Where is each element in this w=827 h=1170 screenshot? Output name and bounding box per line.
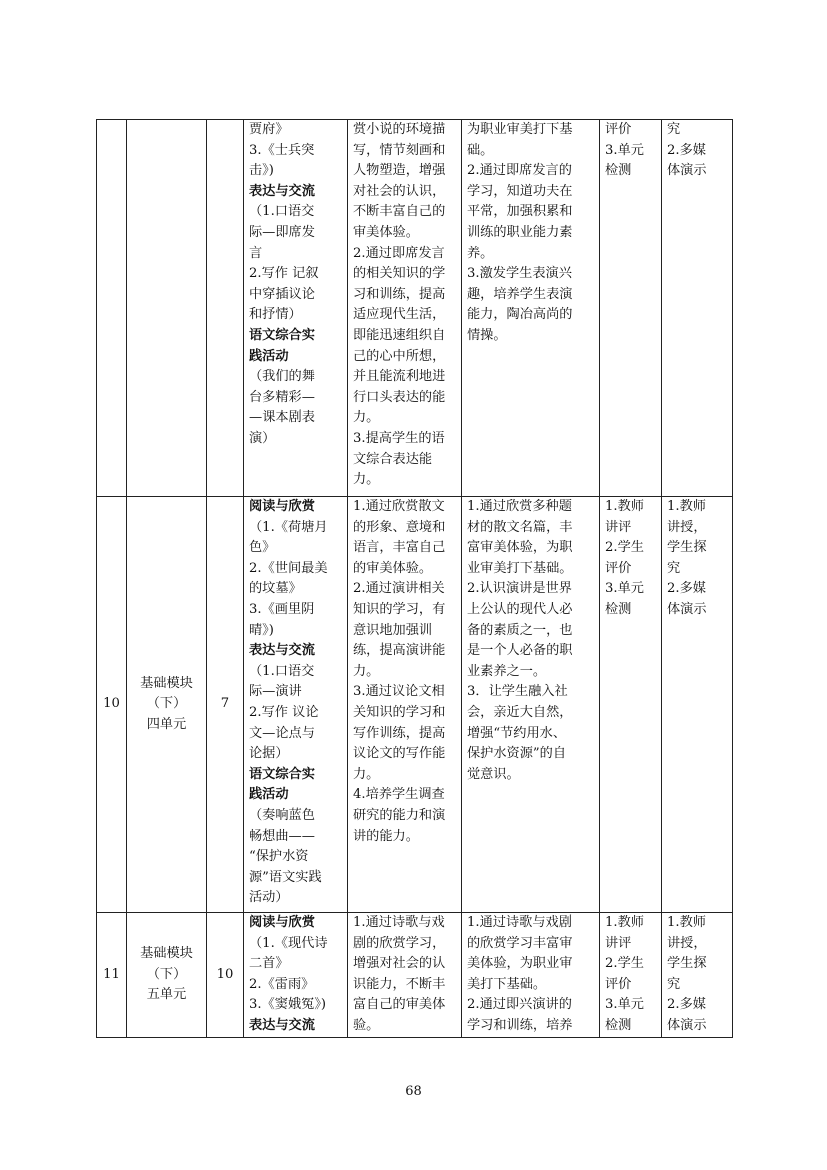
quality-line: 的欣赏学习丰富审 <box>467 935 573 951</box>
content-cell <box>244 913 348 1038</box>
method-line: 讲授， <box>667 519 707 535</box>
quality-line: 2.通过即兴演讲的 <box>467 997 572 1013</box>
objective-line: 富自己的审美体 <box>353 997 446 1013</box>
content-line: （奏响蓝色 <box>249 807 315 823</box>
content-line: 2.《雷雨》 <box>249 976 315 992</box>
content-line: 的坟墓》 <box>249 581 302 597</box>
evaluation-line: 评价 <box>605 976 632 992</box>
content-line: 击》) <box>249 163 274 179</box>
evaluation-cell <box>600 120 662 497</box>
quality-line: 备的素质之一，也 <box>467 622 573 638</box>
quality-line: 上公认的现代人必 <box>467 601 573 617</box>
objective-line: 讲的能力。 <box>353 828 419 844</box>
evaluation-line: 2.学生 <box>605 956 644 972</box>
objective-line: 即能迅速组织自 <box>353 327 446 343</box>
content-line: 2.《世间最美 <box>249 560 328 576</box>
table-row <box>97 497 733 913</box>
module-line: 基础模块 <box>140 946 193 962</box>
method-line: 体演示 <box>667 163 707 179</box>
quality-line: 3.激发学生表演兴 <box>467 266 572 282</box>
content-line: 论据） <box>249 746 289 762</box>
objective-line: 意识地加强训 <box>353 622 433 638</box>
objective-line: 2.通过演讲相关 <box>353 581 445 597</box>
content-line: 中穿插议论 <box>249 286 315 302</box>
quality-line: 材的散文名篇，丰 <box>467 519 573 535</box>
content-line: 3.《士兵突 <box>249 142 315 158</box>
content-line: （我们的舞 <box>249 369 315 385</box>
content-line: 3.《窦娥冤》) <box>249 997 327 1013</box>
objectives-cell <box>348 913 462 1038</box>
content-line: 源”语文实践 <box>249 869 322 885</box>
hours-cell <box>207 913 244 1038</box>
objective-line: 力。 <box>353 663 380 679</box>
quality-cell <box>462 913 600 1038</box>
content-line: 畅想曲—— <box>249 828 315 844</box>
evaluation-line: 检测 <box>605 601 632 617</box>
content-heading: 阅读与欣赏 <box>249 915 315 930</box>
objective-line: 写作训练，提高 <box>353 725 446 741</box>
quality-line: 训练的职业能力素 <box>467 224 573 240</box>
objective-line: 习和训练，提高 <box>353 286 446 302</box>
method-line: 1.教师 <box>667 499 706 514</box>
content-line: 晴》) <box>249 622 274 638</box>
hours-cell <box>207 120 244 497</box>
evaluation-line: 3.单元 <box>605 997 644 1013</box>
content-cell <box>244 120 348 497</box>
objective-line: 的相关知识的学 <box>353 266 446 282</box>
module-cell <box>127 913 207 1038</box>
evaluation-line: 3.单元 <box>605 142 644 158</box>
objective-line: 对社会的认识， <box>353 183 446 199</box>
hours-value: 10 <box>216 966 234 982</box>
content-line: （1.口语交 <box>249 204 315 220</box>
content-line: （1.《荷塘月 <box>249 519 328 535</box>
objective-line: 不断丰富自己的 <box>353 204 446 220</box>
evaluation-line: 检测 <box>605 163 632 179</box>
content-line: 2.写作 议论 <box>249 704 319 720</box>
row-number: 10 <box>103 696 120 712</box>
quality-line: 1.通过诗歌与戏剧 <box>467 915 572 930</box>
quality-line: 1.通过欣赏多种题 <box>467 499 572 514</box>
quality-line: 学习，知道功夫在 <box>467 183 573 199</box>
objective-line: 1.通过诗歌与戏 <box>353 915 445 930</box>
objective-line: 练，提高演讲能 <box>353 643 446 659</box>
objective-line: 力。 <box>353 472 380 488</box>
content-line: （1.《现代诗 <box>249 935 328 951</box>
content-line: 台多精彩— <box>249 389 315 405</box>
method-line: 学生探 <box>667 956 707 972</box>
row-number-cell <box>97 497 127 913</box>
quality-line: 情操。 <box>467 327 507 343</box>
evaluation-line: 2.学生 <box>605 540 644 556</box>
content-line: 演） <box>249 430 276 446</box>
module-cell <box>127 120 207 497</box>
objective-line: 的形象、意境和 <box>353 519 446 535</box>
method-line: 究 <box>667 122 681 137</box>
objective-line: 人物塑造，增强 <box>353 163 446 179</box>
quality-cell <box>462 120 600 497</box>
objective-line: 4.培养学生调查 <box>353 787 445 803</box>
quality-line: 业审美打下基础。 <box>467 560 573 576</box>
quality-line: 能力，陶冶高尚的 <box>467 307 573 323</box>
evaluation-line: 1.教师 <box>605 915 644 930</box>
objective-line: 写，情节刻画和 <box>353 142 446 158</box>
table-row <box>97 120 733 497</box>
objective-line: 1.通过欣赏散文 <box>353 499 445 514</box>
objective-line: 行口头表达的能 <box>353 389 446 405</box>
objective-line: 关知识的学习和 <box>353 704 446 720</box>
objective-line: 知识的学习，有 <box>353 601 446 617</box>
objective-line: 审美体验。 <box>353 224 419 240</box>
quality-line: 业素养之一。 <box>467 663 547 679</box>
content-line: 际—即席发 <box>249 224 315 240</box>
quality-line: 保护水资源”的自 <box>467 746 567 762</box>
quality-line: 为职业审美打下基 <box>467 122 573 137</box>
evaluation-line: 讲评 <box>605 519 632 535</box>
quality-line: 是一个人必备的职 <box>467 643 573 659</box>
method-line: 2.多媒 <box>667 142 706 158</box>
quality-line: 础。 <box>467 142 494 158</box>
content-heading: 表达与交流 <box>249 1017 315 1033</box>
hours-value: 7 <box>220 696 230 712</box>
method-cell <box>662 913 733 1038</box>
method-line: 究 <box>667 560 681 576</box>
content-heading: 表达与交流 <box>249 643 315 659</box>
objective-line: 力。 <box>353 410 380 426</box>
quality-line: 会，亲近大自然， <box>467 704 573 720</box>
objective-line: 赏小说的环境描 <box>353 122 446 137</box>
objective-line: 3.通过议论文相 <box>353 684 445 700</box>
objective-line: 识能力，不断丰 <box>353 976 446 992</box>
table-row <box>97 913 733 1038</box>
evaluation-line: 3.单元 <box>605 581 644 597</box>
content-heading: 践活动 <box>249 348 289 364</box>
evaluation-line: 讲评 <box>605 935 632 951</box>
module-line: 五单元 <box>146 987 187 1003</box>
quality-line: 平常，加强积累和 <box>467 204 573 220</box>
method-line: 讲授， <box>667 935 707 951</box>
content-heading: 阅读与欣赏 <box>249 499 315 514</box>
page-number: 68 <box>405 1084 422 1099</box>
content-heading: 语文综合实 <box>249 327 315 343</box>
method-line: 学生探 <box>667 540 707 556</box>
objective-line: 2.通过即席发言 <box>353 245 445 261</box>
content-line: 活动） <box>249 890 289 906</box>
quality-line: 学习和训练，培养 <box>467 1017 573 1033</box>
content-line: 2.写作 记叙 <box>249 266 319 282</box>
content-line: （1.口语交 <box>249 663 315 679</box>
quality-cell <box>462 497 600 913</box>
evaluation-line: 评价 <box>605 122 632 137</box>
objective-line: 3.提高学生的语 <box>353 430 445 446</box>
row-number-cell <box>97 120 127 497</box>
content-line: 言 <box>249 245 263 261</box>
method-cell <box>662 497 733 913</box>
objective-line: 验。 <box>353 1017 380 1033</box>
evaluation-line: 1.教师 <box>605 499 644 514</box>
quality-line: 养。 <box>467 245 494 261</box>
curriculum-table <box>96 119 733 1038</box>
content-line: —课本剧表 <box>249 410 315 426</box>
content-heading: 践活动 <box>249 787 289 803</box>
module-line: （下） <box>146 966 187 982</box>
quality-line: 富审美体验，为职 <box>467 540 573 556</box>
objective-line: 力。 <box>353 766 380 782</box>
objective-line: 的审美体验。 <box>353 560 433 576</box>
table-body <box>97 120 733 1038</box>
evaluation-line: 检测 <box>605 1017 632 1033</box>
method-cell <box>662 120 733 497</box>
method-line: 体演示 <box>667 601 707 617</box>
evaluation-cell <box>600 913 662 1038</box>
content-heading: 表达与交流 <box>249 183 315 199</box>
quality-line: 2.认识演讲是世界 <box>467 581 572 597</box>
module-line: 四单元 <box>146 716 187 732</box>
quality-line: 美体验，为职业审 <box>467 956 573 972</box>
objective-line: 议论文的写作能 <box>353 746 446 762</box>
method-line: 1.教师 <box>667 915 706 930</box>
objective-line: 增强对社会的认 <box>353 956 446 972</box>
objective-line: 文综合表达能 <box>353 451 433 467</box>
objective-line: 并且能流利地进 <box>353 369 446 385</box>
content-line: “保护水资 <box>249 849 309 865</box>
content-heading: 语文综合实 <box>249 766 315 782</box>
objective-line: 研究的能力和演 <box>353 807 446 823</box>
content-cell <box>244 497 348 913</box>
module-line: （下） <box>146 696 187 712</box>
objective-line: 语言，丰富自己 <box>353 540 446 556</box>
content-line: 二首》 <box>249 956 289 972</box>
content-line: 3.《画里阴 <box>249 601 315 617</box>
method-line: 2.多媒 <box>667 581 706 597</box>
method-line: 究 <box>667 976 681 992</box>
evaluation-line: 评价 <box>605 560 632 576</box>
objectives-cell <box>348 120 462 497</box>
hours-cell <box>207 497 244 913</box>
objective-line: 己的心中所想， <box>353 348 446 364</box>
module-line: 基础模块 <box>140 675 193 691</box>
evaluation-cell <box>600 497 662 913</box>
objectives-cell <box>348 497 462 913</box>
quality-line: 3．让学生融入社 <box>467 684 568 700</box>
quality-line: 趣，培养学生表演 <box>467 286 573 302</box>
row-number-cell <box>97 913 127 1038</box>
quality-line: 2.通过即席发言的 <box>467 163 572 179</box>
content-line: 和抒情） <box>249 307 302 323</box>
method-line: 体演示 <box>667 1017 707 1033</box>
content-line: 际—演讲 <box>249 684 302 700</box>
content-line: 文—论点与 <box>249 725 315 741</box>
content-line: 色》 <box>249 540 276 556</box>
quality-line: 觉意识。 <box>467 766 520 782</box>
module-cell <box>127 497 207 913</box>
quality-line: 增强“节约用水、 <box>467 725 567 741</box>
quality-line: 美打下基础。 <box>467 976 547 992</box>
objective-line: 适应现代生活， <box>353 307 446 323</box>
method-line: 2.多媒 <box>667 997 706 1013</box>
objective-line: 剧的欣赏学习， <box>353 935 446 951</box>
content-line: 贾府》 <box>249 122 289 137</box>
row-number: 11 <box>103 966 120 982</box>
